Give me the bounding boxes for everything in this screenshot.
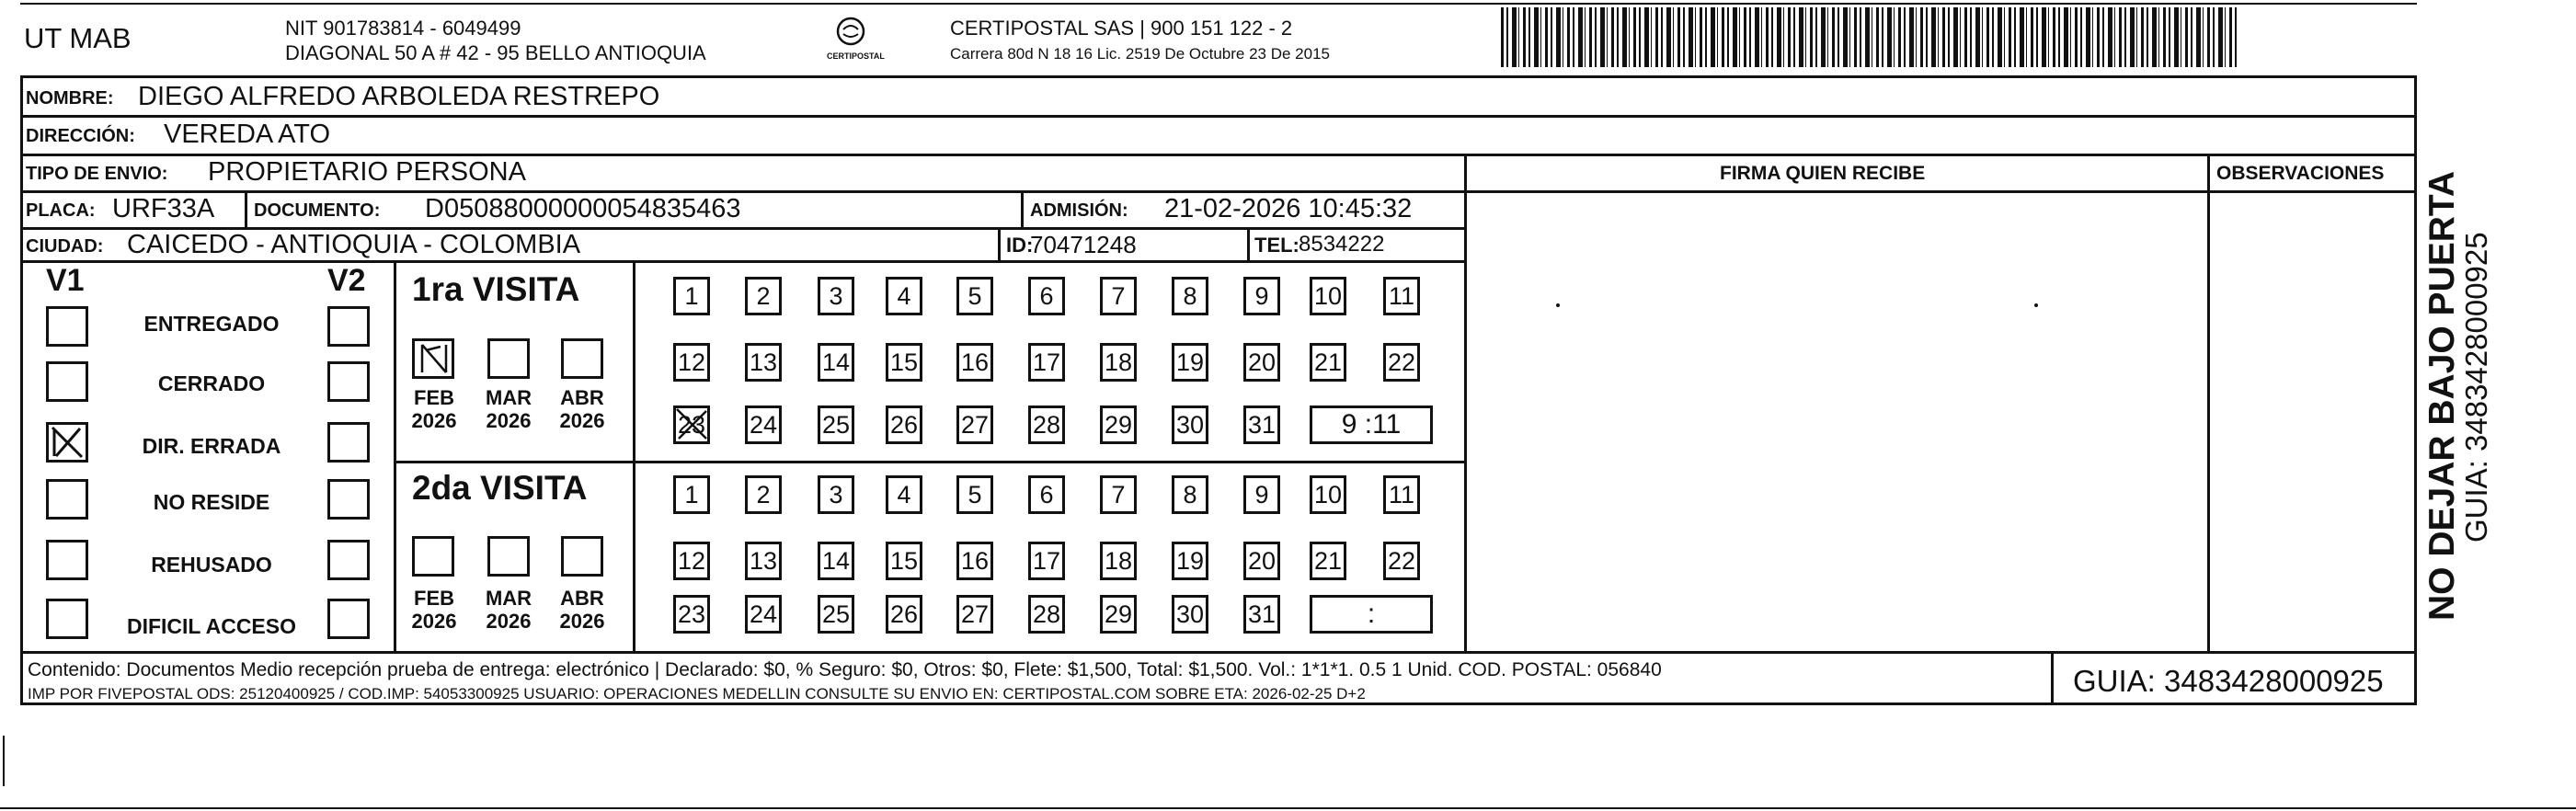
- second-day-30[interactable]: 30: [1172, 595, 1208, 634]
- second-day-10[interactable]: 10: [1310, 475, 1346, 514]
- first-abr-checkbox[interactable]: [561, 338, 603, 379]
- first-day-29[interactable]: 29: [1100, 406, 1137, 444]
- first-day-4[interactable]: 4: [886, 277, 922, 315]
- side-guia: GUIA: 3483428000925: [2459, 232, 2493, 543]
- v2-no-reside-checkbox[interactable]: [327, 479, 370, 520]
- second-day-25[interactable]: 25: [818, 595, 854, 634]
- second-day-24[interactable]: 24: [745, 595, 782, 634]
- company-address: Carrera 80d N 18 16 Lic. 2519 De Octubre 23 De 2015: [950, 45, 1330, 63]
- second-day-20[interactable]: 20: [1243, 542, 1280, 580]
- second-day-3[interactable]: 3: [818, 475, 854, 514]
- first-day-27[interactable]: 27: [956, 406, 993, 444]
- first-day-19[interactable]: 19: [1172, 343, 1208, 382]
- second-day-17[interactable]: 17: [1028, 542, 1065, 580]
- second-time-box[interactable]: :: [1310, 595, 1433, 634]
- first-day-3[interactable]: 3: [818, 277, 854, 315]
- first-day-9[interactable]: 9: [1243, 277, 1280, 315]
- first-feb-checkbox[interactable]: [412, 338, 454, 379]
- signature-area[interactable]: [1468, 193, 2205, 649]
- first-day-7[interactable]: 7: [1100, 277, 1137, 315]
- documento-label: DOCUMENTO:: [254, 200, 381, 221]
- first-day-31[interactable]: 31: [1243, 406, 1280, 444]
- logo-text: CERTIPOSTAL: [827, 51, 885, 61]
- second-month-abr: ABR 2026: [559, 587, 605, 634]
- second-day-7[interactable]: 7: [1100, 475, 1137, 514]
- first-day-24[interactable]: 24: [745, 406, 782, 444]
- first-month-mar: MAR 2026: [485, 386, 532, 433]
- second-mar-checkbox[interactable]: [487, 536, 530, 577]
- second-feb-checkbox[interactable]: [412, 536, 454, 577]
- first-day-12[interactable]: 12: [673, 343, 710, 382]
- cross-mark-icon: [673, 406, 710, 442]
- status-no-reside: NO RESIDE: [153, 490, 270, 514]
- company-name: CERTIPOSTAL SAS | 900 151 122 - 2: [950, 17, 1293, 40]
- first-day-13[interactable]: 13: [745, 343, 782, 382]
- footer-guia: GUIA: 3483428000925: [2073, 664, 2384, 698]
- first-day-18[interactable]: 18: [1100, 343, 1137, 382]
- imp-text: IMP POR FIVEPOSTAL ODS: 25120400925 / COD.IMP: 54053300925 USUARIO: OPERACIONES MEDELLIN CONSULTE SU ENVIO EN: CERTIPOSTAL.COM SOBRE ETA: 2026-02-25 D+2: [28, 685, 1366, 702]
- second-day-26[interactable]: 26: [886, 595, 922, 634]
- side-warning: NO DEJAR BAJO PUERTA: [2422, 170, 2462, 621]
- second-day-15[interactable]: 15: [886, 542, 922, 580]
- firma-label: FIRMA QUIEN RECIBE: [1720, 163, 1926, 184]
- sender-name: UT MAB: [24, 22, 132, 54]
- first-day-17[interactable]: 17: [1028, 343, 1065, 382]
- first-day-25[interactable]: 25: [818, 406, 854, 444]
- tipo-envio-value: PROPIETARIO PERSONA: [208, 157, 526, 187]
- signature-dot: [1556, 303, 1560, 307]
- first-day-28[interactable]: 28: [1028, 406, 1065, 444]
- first-day-6[interactable]: 6: [1028, 277, 1065, 315]
- observaciones-label: OBSERVACIONES: [2216, 163, 2385, 184]
- check-mark-icon: [49, 425, 86, 460]
- nombre-label: NOMBRE:: [26, 88, 114, 109]
- second-day-1[interactable]: 1: [673, 475, 710, 514]
- second-day-4[interactable]: 4: [886, 475, 922, 514]
- second-day-5[interactable]: 5: [956, 475, 993, 514]
- second-day-6[interactable]: 6: [1028, 475, 1065, 514]
- second-month-feb: FEB 2026: [411, 587, 457, 634]
- second-day-11[interactable]: 11: [1383, 475, 1420, 514]
- bottom-edge-line: [0, 807, 2576, 809]
- tipo-envio-label: TIPO DE ENVIO:: [26, 164, 168, 184]
- first-month-feb: FEB 2026: [411, 386, 457, 433]
- second-month-mar: MAR 2026: [485, 587, 532, 634]
- observations-area[interactable]: [2211, 193, 2415, 649]
- id-label: ID:: [1006, 234, 1034, 257]
- second-day-22[interactable]: 22: [1383, 542, 1420, 580]
- second-day-14[interactable]: 14: [818, 542, 854, 580]
- nombre-value: DIEGO ALFREDO ARBOLEDA RESTREPO: [138, 82, 660, 111]
- second-day-23[interactable]: 23: [673, 595, 710, 634]
- first-day-30[interactable]: 30: [1172, 406, 1208, 444]
- admision-value: 21-02-2026 10:45:32: [1164, 194, 1413, 223]
- first-day-1[interactable]: 1: [673, 277, 710, 315]
- ciudad-value: CAICEDO - ANTIOQUIA - COLOMBIA: [127, 230, 581, 259]
- first-day-2[interactable]: 2: [745, 277, 782, 315]
- v2-dificil-acceso-checkbox[interactable]: [327, 599, 370, 639]
- direccion-label: DIRECCIÓN:: [26, 126, 135, 146]
- ciudad-label: CIUDAD:: [26, 236, 104, 257]
- second-abr-checkbox[interactable]: [561, 536, 603, 577]
- first-mar-checkbox[interactable]: [487, 338, 530, 379]
- second-day-28[interactable]: 28: [1028, 595, 1065, 634]
- first-visit-label: 1ra VISITA: [412, 270, 580, 308]
- second-day-19[interactable]: 19: [1172, 542, 1208, 580]
- second-day-16[interactable]: 16: [956, 542, 993, 580]
- status-entregado: ENTREGADO: [143, 312, 280, 336]
- status-cerrado: CERRADO: [157, 371, 266, 395]
- second-day-9[interactable]: 9: [1243, 475, 1280, 514]
- sender-nit: NIT 901783814 - 6049499: [285, 17, 521, 40]
- v2-dir-errada-checkbox[interactable]: [327, 422, 370, 463]
- v1-label: V1: [46, 263, 85, 298]
- first-day-16[interactable]: 16: [956, 343, 993, 382]
- first-day-5[interactable]: 5: [956, 277, 993, 315]
- barcode: [1501, 7, 2237, 67]
- second-day-2[interactable]: 2: [745, 475, 782, 514]
- check-mark-icon: [415, 341, 452, 376]
- first-day-8[interactable]: 8: [1172, 277, 1208, 315]
- direccion-value: VEREDA ATO: [164, 120, 331, 149]
- status-dificil-acceso: DIFICIL ACCESO: [126, 614, 296, 638]
- first-time-box[interactable]: 9 :11: [1310, 406, 1433, 444]
- signature-dot: [2034, 303, 2038, 307]
- tel-label: TEL:: [1254, 234, 1299, 257]
- v2-cerrado-checkbox[interactable]: [327, 361, 370, 402]
- second-day-31[interactable]: 31: [1243, 595, 1280, 634]
- second-day-21[interactable]: 21: [1310, 542, 1346, 580]
- placa-value: URF33A: [112, 194, 215, 223]
- admision-label: ADMISIÓN:: [1030, 200, 1128, 221]
- v2-rehusado-checkbox[interactable]: [327, 540, 370, 580]
- first-day-11[interactable]: 11: [1383, 277, 1420, 315]
- left-edge-mark: [3, 736, 5, 786]
- first-day-22[interactable]: 22: [1383, 343, 1420, 382]
- status-dir-errada: DIR. ERRADA: [142, 434, 281, 458]
- placa-label: PLACA:: [26, 200, 96, 221]
- first-day-14[interactable]: 14: [818, 343, 854, 382]
- second-day-29[interactable]: 29: [1100, 595, 1137, 634]
- second-day-12[interactable]: 12: [673, 542, 710, 580]
- sender-address: DIAGONAL 50 A # 42 - 95 BELLO ANTIOQUIA: [285, 41, 706, 64]
- tel-value: 8534222: [1299, 232, 1385, 257]
- second-day-8[interactable]: 8: [1172, 475, 1208, 514]
- second-day-13[interactable]: 13: [745, 542, 782, 580]
- status-rehusado: REHUSADO: [151, 553, 272, 577]
- second-visit-label: 2da VISITA: [412, 469, 588, 507]
- first-day-21[interactable]: 21: [1310, 343, 1346, 382]
- second-day-18[interactable]: 18: [1100, 542, 1137, 580]
- first-day-26[interactable]: 26: [886, 406, 922, 444]
- first-month-abr: ABR 2026: [559, 386, 605, 433]
- first-day-20[interactable]: 20: [1243, 343, 1280, 382]
- documento-value: D05088000000054835463: [425, 194, 741, 223]
- first-day-10[interactable]: 10: [1310, 277, 1346, 315]
- first-day-15[interactable]: 15: [886, 343, 922, 382]
- v2-entregado-checkbox[interactable]: [327, 306, 370, 347]
- id-value: 70471248: [1030, 231, 1137, 258]
- second-day-27[interactable]: 27: [956, 595, 993, 634]
- first-day-23[interactable]: 23: [673, 406, 710, 444]
- contenido-text: Contenido: Documentos Medio recepción prueba de entrega: electrónico | Declarado: $0, % Seguro: $0, Otros: $0, Flete: $1,500, Total: $1,500. Vol.: 1*1*1. 0.5 1 Unid. COD. POSTAL: 056840: [28, 659, 1662, 680]
- v2-label: V2: [327, 263, 366, 298]
